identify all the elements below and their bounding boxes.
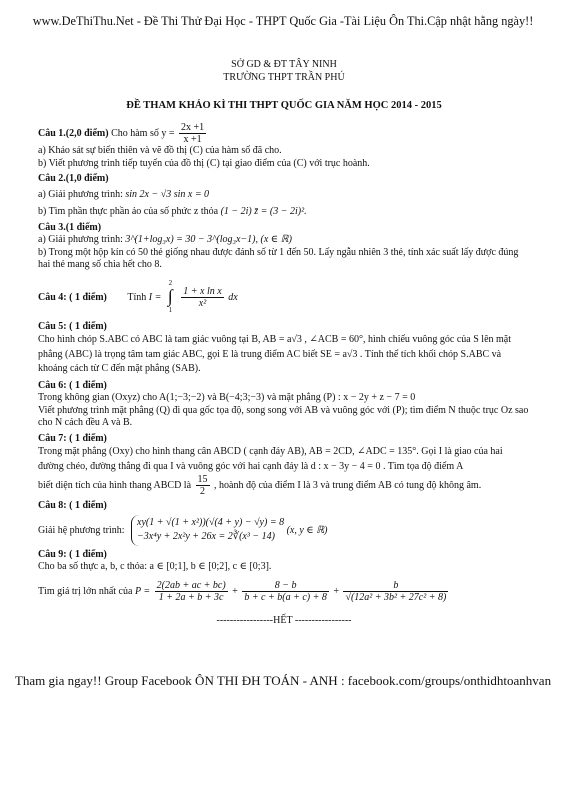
- system-domain: (x, y ∈ ℝ): [286, 524, 328, 536]
- exam-page: [38, 55, 530, 627]
- integral-dx: dx: [228, 291, 238, 303]
- question-6-heading: Câu 6: ( 1 điểm): [38, 379, 107, 391]
- question-4-text: Tính: [127, 291, 147, 303]
- equation-system: [131, 515, 284, 546]
- question-1-part-a: a) Khảo sát sự biến thiên và vẽ đồ thị (C) của hàm số đã cho.: [38, 145, 282, 157]
- term-2-denominator: b + c + b(a + c) + 8: [244, 591, 327, 603]
- question-7: [38, 433, 530, 498]
- term-1-denominator: 1 + 2a + b + 3c: [158, 591, 224, 603]
- question-5: [38, 321, 530, 377]
- question-5-body: Cho hình chóp S.ABC có ABC là tam giác vuông tại B, AB = a√3 , ∠ACB = 60°, hình chiếu vuông góc của S lên mặt phẳng (ABC) là trọng tâm tam giác ABC, gọi E là trung điểm AC biết SE = a√3 . Tính thể tích khối chóp S.ABC và khoảng cách từ C đến mặt phẳng (SAB).: [38, 334, 511, 375]
- plus-sign: +: [232, 585, 238, 597]
- part-a-equation: sin 2x − √3 sin x = 0: [125, 188, 210, 200]
- plus-sign: +: [333, 585, 339, 597]
- integral-lhs: I =: [148, 291, 162, 303]
- term-3-numerator: b: [343, 580, 448, 592]
- bottom-banner[interactable]: Tham gia ngay!! Group Facebook ÔN THI ĐH TOÁN - ANH : facebook.com/groups/onthidhtoanhvan: [14, 673, 552, 688]
- part-a-equation: 3^(1+log₃x) = 30 − 3^(log₃x−1), (x ∈ ℝ): [125, 234, 292, 246]
- question-3-part-a: [38, 234, 530, 247]
- term-1: [155, 580, 228, 603]
- question-9: [38, 549, 530, 603]
- expression-lhs: P =: [134, 585, 151, 597]
- question-8-heading: Câu 8: ( 1 điểm): [38, 500, 107, 512]
- question-2-heading: Câu 2.(1,0 điểm): [38, 173, 109, 185]
- function-lhs: y =: [161, 127, 175, 139]
- exam-title: ĐỀ THAM KHẢO KÌ THI THPT QUỐC GIA NĂM HỌC 2014 - 2015: [126, 100, 442, 111]
- department-name: SỞ GD & ĐT TÂY NINH: [231, 59, 337, 70]
- school-name: TRƯỜNG THPT TRẦN PHÚ: [223, 71, 345, 83]
- question-8: [38, 500, 530, 546]
- question-3: [38, 222, 530, 272]
- function-fraction: [179, 122, 206, 145]
- system-label: Giải hệ phương trình:: [38, 524, 125, 536]
- top-banner[interactable]: www.DeThiThu.Net - Đề Thi Thử Đại Học - THPT Quốc Gia -Tài Liệu Ôn Thi.Cập nhật hằng ngày!!: [32, 14, 534, 28]
- question-7-heading: Câu 7: ( 1 điểm): [38, 432, 107, 444]
- term-2-numerator: 8 − b: [242, 580, 329, 592]
- question-1-intro: Cho hàm số: [111, 127, 159, 139]
- question-6: [38, 380, 530, 430]
- question-3-part-b: b) Trong một hộp kín có 50 thẻ giống nhau được đánh số từ 1 đến 50. Lấy ngẫu nhiên 3 thẻ, tính xác suất lấy được đúng hai thẻ mang số chia hết cho 8.: [38, 246, 519, 271]
- integrand-fraction: [181, 286, 223, 309]
- question-5-heading: Câu 5: ( 1 điểm): [38, 320, 107, 332]
- part-b-equation: (1 − 2i) z̄ = (3 − 2i)².: [220, 206, 307, 218]
- function-denominator: x +1: [183, 134, 202, 146]
- question-4-heading: Câu 4: ( 1 điểm): [38, 291, 107, 303]
- integral-bounds: 2 ∫ 1: [167, 278, 173, 315]
- question-7-line-2-rest: , hoành độ của điểm I là 3 và trung điểm AB có tung độ không âm.: [214, 480, 482, 492]
- term-3-denominator: √(12a² + 3b² + 27c² + 8): [345, 591, 447, 603]
- system-equation-2: −3x⁴y + 2x²y + 26x = 2∛(x³ − 14): [137, 531, 275, 543]
- area-text: biết diện tích của hình thang ABCD là: [38, 480, 192, 492]
- area-fraction: [196, 474, 210, 497]
- question-1: [38, 122, 530, 170]
- part-a-text: a) Giải phương trình:: [38, 188, 123, 200]
- maximize-text: Tìm giá trị lớn nhất của: [38, 585, 133, 597]
- question-4: [38, 280, 530, 315]
- question-9-heading: Câu 9: ( 1 điểm): [38, 548, 107, 560]
- question-2-part-a: [38, 189, 530, 202]
- part-a-text: a) Giải phương trình:: [38, 234, 123, 246]
- part-b-text: b) Tìm phần thực phần ảo của số phức z thỏa: [38, 206, 219, 218]
- question-6-line-1: Trong không gian (Oxyz) cho A(1;−3;−2) và B(−4;3;−3) và mặt phẳng (P) : x − 2y + z − 7 = 0: [38, 392, 416, 404]
- question-9-expression: [38, 580, 530, 603]
- function-numerator: 2x +1: [180, 122, 205, 134]
- integral-upper-bound: 2: [168, 278, 173, 287]
- question-3-heading: Câu 3.(1 điểm): [38, 221, 102, 233]
- question-9-conditions: Cho ba số thực a, b, c thỏa: a ∈ [0;1], b ∈ [0;2], c ∈ [0;3].: [38, 561, 272, 573]
- question-7-line-2: [38, 474, 530, 497]
- question-2-part-b: [38, 206, 530, 219]
- area-denominator: 2: [200, 486, 206, 498]
- integrand-numerator: 1 + x ln x: [183, 285, 222, 297]
- question-8-system: [38, 515, 530, 546]
- system-equation-1: xy(1 + √(1 + x²))(√(4 + y) − √y) = 8: [137, 516, 285, 528]
- question-6-line-2: Viết phương trình mặt phẳng (Q) đi qua gốc tọa độ, song song với AB và vuông góc với (P); tìm điểm N thuộc trục Oz sao cho N cách đều A và B.: [38, 404, 529, 429]
- question-7-line-1: Trong mặt phẳng (Oxy) cho hình thang cân ABCD ( cạnh đáy AB), AB = 2CD, ∠ADC = 135°. Gọi I là giao của hai đường chéo, đường thẳng đi qua I và vuông góc với hai cạnh đáy là d : x − 3y − 4 = 0 . Tìm tọa độ điểm A: [38, 446, 503, 472]
- term-2: [242, 580, 329, 603]
- question-1-heading: Câu 1.(2,0 điểm): [38, 127, 109, 139]
- question-2: [38, 173, 530, 219]
- area-numerator: 15: [197, 474, 208, 486]
- integrand-denominator: x²: [198, 297, 207, 309]
- question-1-part-b: b) Viết phương trình tiếp tuyến của đồ thị (C) tại giao điểm của (C) với trục hoành.: [38, 157, 370, 169]
- end-marker: -----------------HẾT -----------------: [216, 614, 352, 626]
- term-3: [343, 580, 448, 603]
- term-1-numerator: 2(2ab + ac + bc): [156, 579, 226, 591]
- integral-lower-bound: 1: [168, 306, 173, 315]
